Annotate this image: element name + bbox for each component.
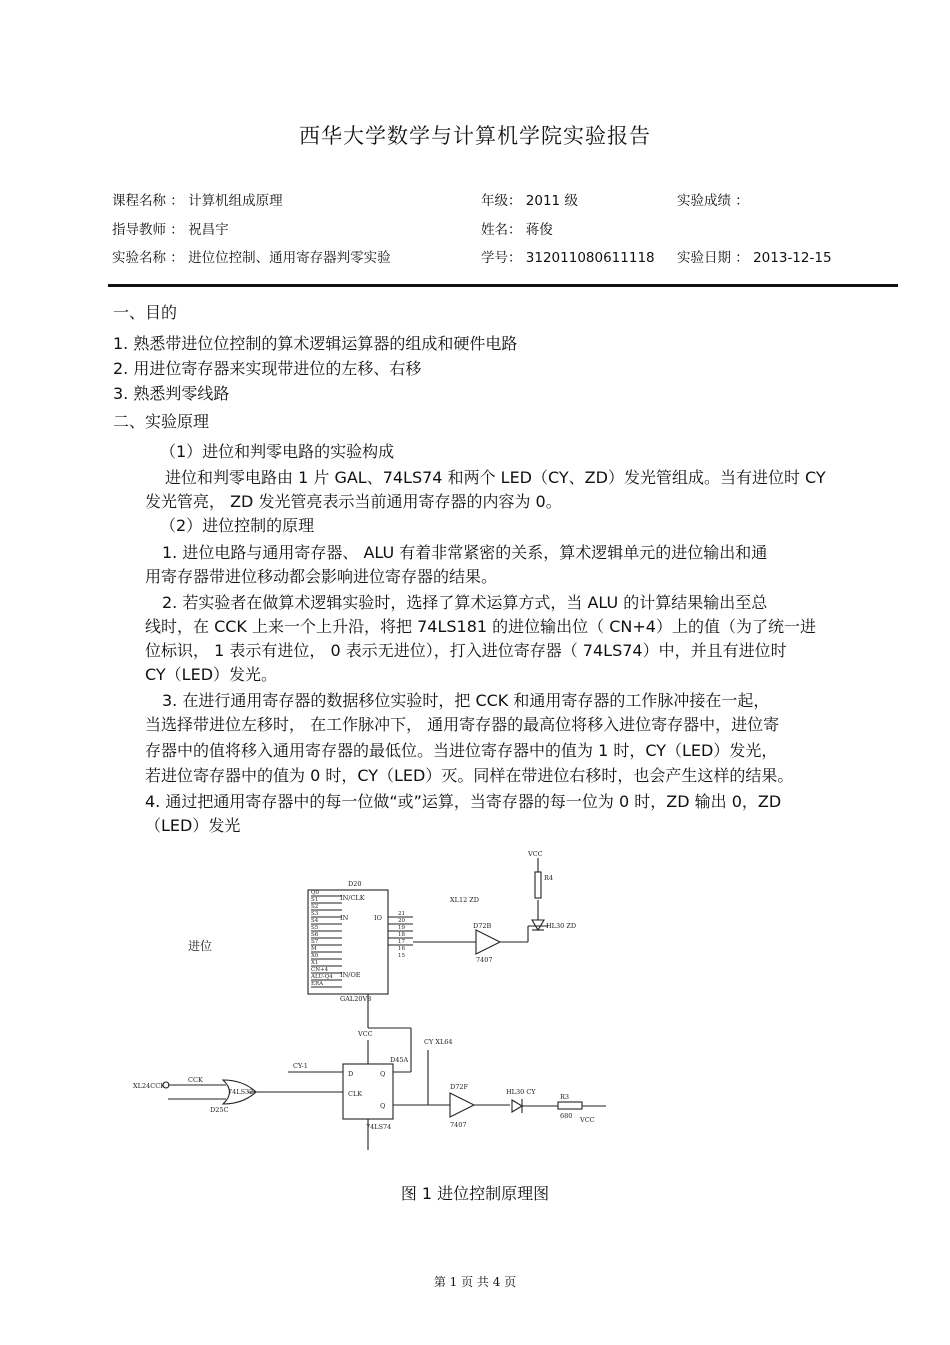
chip-label: 7407 <box>450 1121 467 1129</box>
gal-input-label: S2 <box>311 904 319 910</box>
led-label: HL30 ZD <box>546 922 577 930</box>
paragraph-line: 当选择带进位左移时， 在工作脉冲下， 通用寄存器的最高位将移入进位寄存器中，进位寄 <box>145 715 780 734</box>
paragraph-line: CY（LED）发光。 <box>145 665 278 684</box>
gal-input-label: X1 <box>311 960 319 966</box>
sig-label: CCK <box>188 1076 203 1084</box>
sig-label: D <box>348 1070 354 1078</box>
gal-output-label: 15 <box>398 953 405 959</box>
led-label: HL30 CY <box>506 1088 536 1096</box>
paragraph-line: （LED）发光 <box>145 816 241 835</box>
gal-input-label: ERA <box>311 981 324 987</box>
resistor-value: 680 <box>560 1112 573 1120</box>
carry-circuit-diagram <box>128 850 628 1160</box>
paragraph-line: 若进位寄存器中的值为 0 时，CY（LED）灭。同样在带进位右移时，也会产生这样的结果。 <box>145 766 794 785</box>
gal-input-label: Q0 <box>311 890 320 896</box>
meta-course: 课程名称 ： 计算机组成原理 <box>112 193 283 209</box>
gal-input-label: M <box>311 946 317 952</box>
gal-output-label: 17 <box>398 939 405 945</box>
paragraph-line: 位标识， 1 表示有进位， 0 表示无进位），打入进位寄存器（ 74LS74）中，并且有进位时 <box>145 641 787 660</box>
meta-experiment: 实验名称 ： 进位位控制、通用寄存器判零实验 <box>112 250 391 266</box>
chip-label: 7407 <box>476 956 493 964</box>
pin-label: IN/OE <box>340 971 361 979</box>
page-footer: 第 1 页 共 4 页 <box>433 1275 517 1289</box>
led-zd-icon <box>532 920 544 930</box>
gal-output-label: 19 <box>398 925 405 931</box>
chip-label: D45A <box>390 1056 409 1064</box>
gal-input-label: ALU-Q4 <box>311 974 333 980</box>
vcc-label: VCC <box>580 1116 595 1124</box>
sig-label: CLK <box>348 1090 363 1098</box>
paragraph-line: 用寄存器带进位移动都会影响进位寄存器的结果。 <box>145 567 498 586</box>
chip-label: GAL20V8 <box>340 995 372 1003</box>
pin-label: IN/CLK <box>340 894 365 902</box>
chip-label: 74LS74 <box>366 1123 392 1131</box>
gal-input-label: S5 <box>311 925 319 931</box>
gal-output-label: 20 <box>398 918 405 924</box>
paragraph-line: 进位和判零电路由 1 片 GAL、74LS74 和两个 LED（CY、ZD）发光管组成。当有进位时 CY <box>165 468 826 487</box>
gal-input-label: S3 <box>311 911 319 917</box>
figure-label-jinwei: 进位 <box>188 939 213 953</box>
resistor-label: R3 <box>560 1093 570 1101</box>
page-title: 西华大学数学与计算机学院实验报告 <box>299 124 651 148</box>
resistor-r3 <box>558 1102 582 1109</box>
buffer-zd <box>476 930 500 954</box>
gal-input-label: S4 <box>311 918 319 924</box>
paragraph-line: 3. 在进行通用寄存器的数据移位实验时，把 CCK 和通用寄存器的工作脉冲接在一起， <box>162 691 770 710</box>
figure-caption: 图 1 进位控制原理图 <box>400 1184 550 1203</box>
chip-label: 74LS32 <box>228 1088 254 1096</box>
gal-input-label: CN+4 <box>311 967 329 973</box>
subheading: （2）进位控制的原理 <box>160 516 315 535</box>
meta-teacher: 指导教师 ： 祝昌宇 <box>112 222 229 238</box>
chip-label: D72B <box>473 922 492 930</box>
pin-label: IO <box>374 914 382 922</box>
chip-label: D20 <box>348 880 362 888</box>
gal-input-label: S7 <box>311 939 319 945</box>
header-rule <box>108 284 898 287</box>
gal-input-label: X0 <box>311 953 319 959</box>
pin-label: IN <box>340 914 349 922</box>
led-cy-icon <box>512 1100 522 1112</box>
sig-label: Q <box>380 1102 386 1110</box>
paragraph-line: 4. 通过把通用寄存器中的每一位做“或”运算，当寄存器的每一位为 0 时，ZD 输出 0，ZD <box>145 792 782 811</box>
meta-date: 实验日期 ： 2013-12-15 <box>677 250 832 266</box>
section-heading-principle: 二、实验原理 <box>113 412 210 431</box>
chip-label: D72F <box>450 1083 468 1091</box>
sig-label: Q <box>380 1070 386 1078</box>
purpose-item: 3. 熟悉判零线路 <box>113 384 230 403</box>
paragraph-line: 1. 进位电路与通用寄存器、 ALU 有着非常紧密的关系，算术逻辑单元的进位输出和通 <box>162 543 768 562</box>
sig-label: CY-1 <box>293 1062 308 1070</box>
gal-output-label: 21 <box>398 911 405 917</box>
paragraph-line: 2. 若实验者在做算术逻辑实验时，选择了算术运算方式，当 ALU 的计算结果输出至总 <box>162 593 768 612</box>
xl-input-label: XL24CCK <box>133 1082 166 1090</box>
purpose-item: 1. 熟悉带进位位控制的算术逻辑运算器的组成和硬件电路 <box>113 334 518 353</box>
subheading: （1）进位和判零电路的实验构成 <box>160 442 395 461</box>
meta-name: 姓名： 蒋俊 <box>481 222 553 238</box>
resistor-r4 <box>535 872 541 898</box>
chip-label: D25C <box>210 1106 229 1114</box>
gal-output-label: 16 <box>398 946 405 952</box>
resistor-label: R4 <box>544 874 554 882</box>
vcc-label: VCC <box>528 850 543 858</box>
xl-zd-label: XL12 ZD <box>450 896 480 904</box>
gal-output-label: 18 <box>398 932 405 938</box>
buffer-cy <box>450 1093 474 1117</box>
meta-score: 实验成绩 ： <box>677 193 749 209</box>
paragraph-line: 发光管亮， ZD 发光管亮表示当前通用寄存器的内容为 0。 <box>145 492 562 511</box>
meta-student-id: 学号： 312011080611118 <box>481 250 655 266</box>
gal-input-label: S6 <box>311 932 319 938</box>
purpose-item: 2. 用进位寄存器来实现带进位的左移、右移 <box>113 359 422 378</box>
xl-cy-label: CY XL64 <box>424 1038 453 1046</box>
meta-grade: 年级： 2011 级 <box>481 193 578 209</box>
vcc-label: VCC <box>358 1030 373 1038</box>
gal-input-label: S1 <box>311 897 319 903</box>
section-heading-purpose: 一、目的 <box>113 303 178 322</box>
paragraph-line: 存器中的值将移入通用寄存器的最低位。当进位寄存器中的值为 1 时，CY（LED）发光， <box>145 741 778 760</box>
paragraph-line: 线时，在 CCK 上来一个上升沿，将把 74LS181 的进位输出位（ CN+4）上的值（为了统一进 <box>145 617 816 636</box>
